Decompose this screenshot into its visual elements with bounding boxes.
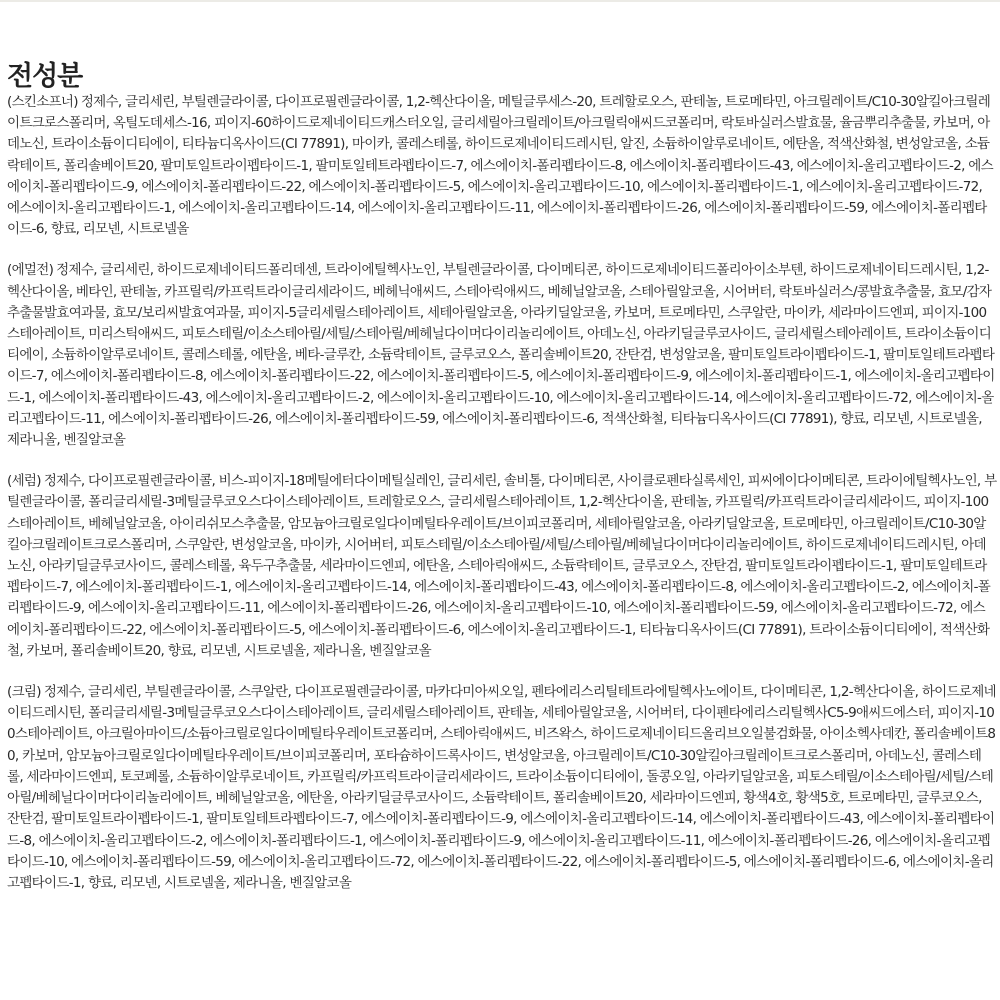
page-title: 전성분 bbox=[7, 61, 83, 92]
section-label: (스킨소프너) bbox=[7, 94, 78, 110]
ingredient-list: 정제수, 다이프로필렌글라이콜, 비스-피이지-18메틸에터다이메틸실레인, 글리세린, 솔비톨, 다이메티콘, 사이클로펜타실록세인, 피씨에이다이메티콘, 트라이에틸헥사노인, 부틸렌글라이콜, 폴리글리세릴-3메틸글루코오스다이스테아레이트, 트레할로오스, 글리세릴스테아레이트, 1,2-헥산다이올, 판테놀, 카프릴릭/카프릭트라이글리세라이드, 피이지-100스테아레이트, 베헤닐알코올, 아이리쉬모스추출물, 암모늄아크릴로일다이메틸타우레이트/브이피코폴리머, 세테아릴알코올, 아라키딜알코올, 트로메타민, 아크릴레이트/C10-30알킬아크릴레이트크로스폴리머, 스쿠알란, 변성알코올, 마이카, 시어버터, 피토스테릴/이소스테아릴/세틸/스테아릴/베헤닐다이머다이리놀리에이트, 하이드로제네이티드레시틴, 아데노신, 아라키딜글루코사이드, 콜레스테롤, 육두구추출물, 세라마이드엔피, 에탄올, 스테아릭애씨드, 소듐락테이트, 글루코오스, 잔탄검, 팔미토일트라이펩타이드-1, 팔미토일테트라펩타이드-7, 에스에이치-폴리펩타이드-1, 에스에이치-올리고펩타이드-14, 에스에이치-폴리펩타이드-43, 에스에이치-폴리펩타이드-8, 에스에이치-올리고펩타이드-2, 에스에이치-폴리펩타이드-9, 에스에이치-올리고펩타이드-11, 에스에이치-폴리펩타이드-26, 에스에이치-올리고펩타이드-10, 에스에이치-폴리펩타이드-59, 에스에이치-올리고펩타이드-72, 에스에이치-폴리펩타이드-22, 에스에이치-폴리펩타이드-5, 에스에이치-폴리펩타이드-6, 에스에이치-올리고펩타이드-1, 티타늄디옥사이드(CI 77891), 트라이소듐이디티에이, 적색산화철, 카보머, 폴리솔베이트20, 향료, 리모넨, 시트로넬올, 제라니올, 벤질알코올 bbox=[7, 473, 997, 659]
section-text bbox=[7, 471, 997, 662]
ingredient-list: 정제수, 글리세린, 하이드로제네이티드폴리데센, 트라이에틸헥사노인, 부틸렌글라이콜, 다이메티콘, 하이드로제네이티드폴리아이소부텐, 하이드로제네이티드레시틴, 1,2-헥산다이올, 베타인, 판테놀, 카프릴릭/카프릭트라이글리세라이드, 베헤닉애씨드, 스테아릭애씨드, 베헤닐알코올, 스테아릴알코올, 시어버터, 락토바실러스/콩발효추출물, 효모/감자추출물발효여과물, 효모/보리씨발효여과물, 피이지-5글리세릴스테아레이트, 세테아릴알코올, 아라키딜알코올, 카보머, 트로메타민, 스쿠알란, 마이카, 세라마이드엔피, 피이지-100스테아레이트, 미리스틱애씨드, 피토스테릴/이소스테아릴/세틸/스테아릴/베헤닐다이머다이리놀리에이트, 아데노신, 아라키딜글루코사이드, 글리세릴스테아레이트, 트라이소듐이디티에이, 소듐하이알루로네이트, 콜레스테롤, 에탄올, 베타-글루칸, 소듐락테이트, 글루코오스, 폴리솔베이트20, 잔탄검, 변성알코올, 팔미토일트라이펩타이드-1, 팔미토일테트라펩타이드-7, 에스에이치-폴리펩타이드-8, 에스에이치-폴리펩타이드-22, 에스에이치-폴리펩타이드-5, 에스에이치-폴리펩타이드-9, 에스에이치-폴리펩타이드-1, 에스에이치-올리고펩타이드-1, 에스에이치-폴리펩타이드-43, 에스에이치-올리고펩타이드-2, 에스에이치-올리고펩타이드-10, 에스에이치-올리고펩타이드-14, 에스에이치-올리고펩타이드-72, 에스에이치-올리고펩타이드-11, 에스에이치-폴리펩타이드-26, 에스에이치-폴리펩타이드-59, 에스에이치-폴리펩타이드-6, 적색산화철, 티타늄디옥사이드(CI 77891), 향료, 리모넨, 시트로넬올, 제라니올, 벤질알코올 bbox=[7, 262, 995, 449]
section-text bbox=[7, 260, 997, 451]
section-serum bbox=[7, 471, 997, 662]
section-label: (세럼) bbox=[7, 473, 41, 490]
top-divider bbox=[0, 0, 1000, 2]
ingredient-list: 정제수, 글리세린, 부틸렌글라이콜, 스쿠알란, 다이프로필렌글라이콜, 마카다미아씨오일, 펜타에리스리틸테트라에틸헥사노에이트, 다이메티콘, 1,2-헥산다이올, 하이드로제네이티드레시틴, 폴리글리세릴-3메틸글루코오스다이스테아레이트, 글리세릴스테아레이트, 판테놀, 세테아릴알코올, 시어버터, 다이펜타에리스리틸헥사C5-9애씨드에스터, 피이지-100스테아레이트, 아크릴아마이드/소듐아크릴로일다이메틸타우레이트코폴리머, 스테아릭애씨드, 비즈왁스, 하이드로제네이티드올리브오일불검화물, 아이소헥사데칸, 폴리솔베이트80, 카보머, 암모늄아크릴로일다이메틸타우레이트/브이피코폴리머, 포타슘하이드록사이드, 변성알코올, 아크릴레이트/C10-30알킬아크릴레이트크로스폴리머, 아데노신, 콜레스테롤, 세라마이드엔피, 토코페롤, 소듐하이알루로네이트, 카프릴릭/카프릭트라이글리세라이드, 트라이소듐이디티에이, 돌콩오일, 아라키딜알코올, 피토스테릴/이소스테아릴/세틸/스테아릴/베헤닐다이머다이리놀리에이트, 베헤닐알코올, 에탄올, 아라키딜글루코사이드, 소듐락테이트, 폴리솔베이트20, 세라마이드엔피, 황색4호, 황색5호, 트로메타민, 글루코오스, 잔탄검, 팔미토일트라이펩타이드-1, 팔미토일테트라펩타이드-7, 에스에이치-폴리펩타이드-9, 에스에이치-올리고펩타이드-14, 에스에이치-폴리펩타이드-43, 에스에이치-폴리펩타이드-8, 에스에이치-올리고펩타이드-2, 에스에이치-폴리펩타이드-1, 에스에이치-폴리펩타이드-9, 에스에이치-올리고펩타이드-11, 에스에이치-폴리펩타이드-26, 에스에이치-올리고펩타이드-10, 에스에이치-폴리펩타이드-59, 에스에이치-올리고펩타이드-72, 에스에이치-폴리펩타이드-22, 에스에이치-폴리펩타이드-5, 에스에이치-폴리펩타이드-6, 에스에이치-올리고펩타이드-1, 향료, 리모넨, 시트로넬올, 제라니올, 벤질알코올 bbox=[7, 684, 996, 891]
section-text bbox=[7, 92, 997, 240]
ingredient-sections bbox=[7, 92, 997, 914]
ingredient-list: 정제수, 글리세린, 부틸렌글라이콜, 다이프로필렌글라이콜, 1,2-헥산다이올, 메틸글루세스-20, 트레할로오스, 판테놀, 트로메타민, 아크릴레이트/C10-30알킬아크릴레이트크로스폴리머, 옥틸도데세스-16, 피이지-60하이드로제네이티드캐스터오일, 글리세릴아크릴레이트/아크릴릭애씨드코폴리머, 락토바실러스발효물, 율금뿌리추출물, 카보머, 아데노신, 트라이소듐이디티에이, 티타늄디옥사이드(CI 77891), 마이카, 콜레스테롤, 하이드로제네이티드레시틴, 알진, 소듐하이알루로네이트, 에탄올, 적색산화철, 변성알코올, 소듐락테이트, 폴리솔베이트20, 팔미토일트라이펩타이드-1, 팔미토일테트라펩타이드-7, 에스에이치-폴리펩타이드-8, 에스에이치-폴리펩타이드-43, 에스에이치-올리고펩타이드-2, 에스에이치-폴리펩타이드-9, 에스에이치-폴리펩타이드-22, 에스에이치-폴리펩타이드-5, 에스에이치-올리고펩타이드-10, 에스에이치-폴리펩타이드-1, 에스에이치-올리고펩타이드-72, 에스에이치-올리고펩타이드-1, 에스에이치-올리고펩타이드-14, 에스에이치-올리고펩타이드-11, 에스에이치-폴리펩타이드-26, 에스에이치-폴리펩타이드-59, 에스에이치-폴리펩타이드-6, 향료, 리모넨, 시트로넬올 bbox=[7, 94, 993, 238]
section-label: (에멀전) bbox=[7, 262, 54, 279]
section-skin-softener bbox=[7, 92, 997, 240]
section-label: (크림) bbox=[7, 684, 41, 701]
section-cream bbox=[7, 682, 997, 894]
section-emulsion bbox=[7, 260, 997, 451]
section-text bbox=[7, 682, 997, 894]
